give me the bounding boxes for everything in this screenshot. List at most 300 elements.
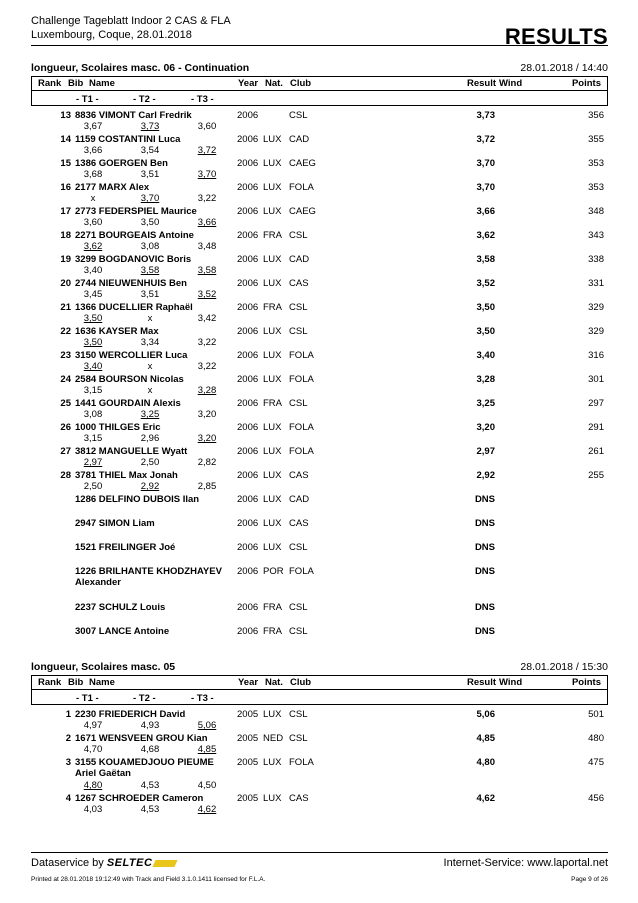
row-trial-3: 3,20 (197, 409, 217, 420)
row-result: 3,70 (476, 182, 495, 193)
row-club: CSL (289, 398, 308, 409)
row-trial-2: 2,50 (140, 457, 160, 468)
row-athlete (75, 446, 233, 457)
logo-stripe-icon (153, 860, 178, 867)
row-athlete (75, 134, 233, 145)
row-trial-3: 5,06 (197, 720, 217, 731)
seltec-logo: SELTEC (106, 857, 153, 869)
row-club: FOLA (289, 422, 314, 433)
row-trial-2: 3,25 (140, 409, 160, 420)
row-nationality: LUX (263, 757, 282, 768)
row-athlete (75, 110, 233, 121)
row-result: 3,72 (476, 134, 495, 145)
row-rank: 17 (60, 206, 71, 217)
results-section (31, 62, 608, 650)
row-name: WERCOLLIER Luca (98, 350, 188, 361)
row-club: CAS (289, 470, 309, 481)
row-name: BOGDANOVIC Boris (98, 254, 192, 265)
row-trial-3: 4,50 (197, 780, 217, 791)
row-trial-2: 3,54 (140, 145, 160, 156)
row-name: FRIEDERICH David (98, 709, 186, 720)
row-athlete (75, 542, 233, 553)
col-trial-1: - T1 - (76, 94, 99, 105)
row-nationality: LUX (263, 134, 282, 145)
row-rank: 14 (60, 134, 71, 145)
table-row (31, 518, 608, 542)
row-trial-1: 3,40 (83, 265, 103, 276)
row-result: 3,50 (476, 326, 495, 337)
row-year: 2006 (237, 182, 259, 193)
row-year: 2006 (237, 206, 259, 217)
row-rank: 22 (60, 326, 71, 337)
table-row (31, 302, 608, 326)
row-trial-2: 3,70 (140, 193, 160, 204)
table-row (31, 350, 608, 374)
col-name: Name (89, 78, 115, 89)
table-row (31, 230, 608, 254)
col-trial-2: - T2 - (133, 94, 156, 105)
table-row (31, 494, 608, 518)
row-year: 2006 (237, 278, 259, 289)
row-name: THILGES Eric (98, 422, 161, 433)
row-club: CSL (289, 542, 308, 553)
row-trial-3: 3,72 (197, 145, 217, 156)
row-club: FOLA (289, 566, 314, 577)
row-name: VIMONT Carl Fredrik (98, 110, 192, 121)
row-athlete (75, 326, 233, 337)
row-athlete (75, 350, 233, 361)
row-athlete (75, 793, 233, 804)
table-row (31, 206, 608, 230)
row-nationality: LUX (263, 518, 282, 529)
row-year: 2006 (237, 446, 259, 457)
row-club: CAS (289, 518, 309, 529)
row-trial-3: 3,22 (197, 337, 217, 348)
row-trial-1: 3,40 (83, 361, 103, 372)
table-row (31, 709, 608, 733)
row-trial-1: 4,03 (83, 804, 103, 815)
row-result: 3,73 (476, 110, 495, 121)
results-heading: RESULTS (504, 24, 608, 49)
row-trial-2: x (147, 361, 153, 372)
row-bib: 2584 (75, 374, 97, 385)
row-trial-2: 4,53 (140, 804, 160, 815)
row-nationality: LUX (263, 182, 282, 193)
row-bib: 1636 (75, 326, 97, 337)
row-result: 3,25 (476, 398, 495, 409)
row-club: CSL (289, 733, 308, 744)
row-rank: 15 (60, 158, 71, 169)
row-points: 353 (588, 182, 604, 193)
row-bib: 1441 (75, 398, 97, 409)
table-row (31, 374, 608, 398)
col-trial-3: - T3 - (191, 693, 214, 704)
row-year: 2006 (237, 542, 259, 553)
col-result: Result (467, 677, 497, 688)
row-year: 2006 (237, 230, 259, 241)
row-points: 261 (588, 446, 604, 457)
row-trial-2: 3,58 (140, 265, 160, 276)
row-trial-3: 3,42 (197, 313, 217, 324)
row-rank: 20 (60, 278, 71, 289)
row-name: BRILHANTE KHODZHAYEV Alexander (75, 566, 222, 588)
row-club: CAD (289, 254, 310, 265)
row-year: 2006 (237, 350, 259, 361)
row-trial-1: 3,68 (83, 169, 103, 180)
row-bib: 2230 (75, 709, 97, 720)
meeting-name: Challenge Tageblatt Indoor 2 CAS & FLA (31, 15, 231, 27)
row-year: 2005 (237, 709, 259, 720)
table-row (31, 470, 608, 494)
row-name: BOURGEAIS Antoine (98, 230, 194, 241)
row-points: 356 (588, 110, 604, 121)
row-result: 3,50 (476, 302, 495, 313)
row-trial-3: 3,60 (197, 121, 217, 132)
row-trial-3: 3,48 (197, 241, 217, 252)
row-athlete (75, 470, 233, 481)
row-name: KAYSER Max (98, 326, 159, 337)
row-bib: 3007 (75, 626, 97, 637)
row-nationality: FRA (263, 626, 282, 637)
row-club: CSL (289, 326, 308, 337)
col-bib: Bib (68, 78, 84, 89)
row-nationality: LUX (263, 422, 282, 433)
row-trial-1: x (90, 193, 96, 204)
row-bib: 1000 (75, 422, 97, 433)
row-trial-1: 3,60 (83, 217, 103, 228)
row-club: CAEG (289, 158, 316, 169)
row-result: DNS (474, 494, 495, 505)
col-result: Result (467, 78, 497, 89)
row-year: 2005 (237, 757, 259, 768)
row-trial-3: 3,22 (197, 193, 217, 204)
row-points: 329 (588, 302, 604, 313)
table-row (31, 182, 608, 206)
row-result: 3,58 (476, 254, 495, 265)
row-bib: 1366 (75, 302, 97, 313)
row-rank: 16 (60, 182, 71, 193)
row-trial-1: 3,45 (83, 289, 103, 300)
row-result: 3,66 (476, 206, 495, 217)
row-athlete (75, 254, 233, 265)
col-club: Club (290, 677, 312, 688)
row-name: MARX Alex (98, 182, 150, 193)
row-nationality: LUX (263, 446, 282, 457)
row-points: 291 (588, 422, 604, 433)
row-club: CAD (289, 134, 310, 145)
row-athlete (75, 230, 233, 241)
row-year: 2005 (237, 793, 259, 804)
row-nationality: LUX (263, 278, 282, 289)
footer-dataservice (31, 857, 176, 869)
col-name: Name (89, 677, 115, 688)
row-name: SIMON Liam (98, 518, 155, 529)
row-year: 2006 (237, 470, 259, 481)
row-athlete (75, 602, 233, 613)
row-year: 2006 (237, 518, 259, 529)
row-year: 2006 (237, 374, 259, 385)
row-athlete (75, 182, 233, 193)
row-bib: 3299 (75, 254, 97, 265)
row-result: 3,28 (476, 374, 495, 385)
row-rank: 18 (60, 230, 71, 241)
row-club: FOLA (289, 446, 314, 457)
row-athlete (75, 518, 233, 529)
row-trial-3: 3,52 (197, 289, 217, 300)
row-athlete (75, 494, 233, 505)
row-result: DNS (474, 542, 495, 553)
row-year: 2006 (237, 158, 259, 169)
row-bib: 1286 (75, 494, 97, 505)
row-nationality: LUX (263, 350, 282, 361)
section-title-bar (31, 661, 608, 675)
row-year: 2006 (237, 422, 259, 433)
table-row (31, 254, 608, 278)
row-nationality: LUX (263, 158, 282, 169)
row-points: 480 (588, 733, 604, 744)
row-club: CSL (289, 709, 308, 720)
row-athlete (75, 302, 233, 313)
row-points: 255 (588, 470, 604, 481)
col-trial-3: - T3 - (191, 94, 214, 105)
row-rank: 28 (60, 470, 71, 481)
row-trial-1: 3,66 (83, 145, 103, 156)
row-rank: 26 (60, 422, 71, 433)
row-name: DUCELLIER Raphaël (98, 302, 193, 313)
row-result: 4,85 (476, 733, 495, 744)
column-header (31, 675, 608, 705)
row-points: 501 (588, 709, 604, 720)
table-row (31, 326, 608, 350)
row-nationality: LUX (263, 254, 282, 265)
table-row (31, 733, 608, 757)
footer-divider (31, 852, 608, 853)
row-athlete (75, 374, 233, 385)
row-trial-2: x (147, 385, 153, 396)
row-nationality: LUX (263, 470, 282, 481)
section-title-bar (31, 62, 608, 76)
row-name: BOURSON Nicolas (98, 374, 184, 385)
row-nationality: LUX (263, 206, 282, 217)
row-rank: 4 (65, 793, 71, 804)
row-trial-3: 3,66 (197, 217, 217, 228)
row-name: SCHULZ Louis (98, 602, 166, 613)
row-rank: 21 (60, 302, 71, 313)
row-trial-3: 3,70 (197, 169, 217, 180)
row-athlete (75, 422, 233, 433)
row-result: 3,70 (476, 158, 495, 169)
row-year: 2006 (237, 302, 259, 313)
row-points: 343 (588, 230, 604, 241)
table-row (31, 134, 608, 158)
row-athlete (75, 158, 233, 169)
row-points: 301 (588, 374, 604, 385)
row-athlete (75, 206, 233, 217)
row-nationality: LUX (263, 374, 282, 385)
row-year: 2006 (237, 398, 259, 409)
row-trial-2: 3,50 (140, 217, 160, 228)
row-name: GOURDAIN Alexis (98, 398, 181, 409)
row-club: CSL (289, 110, 308, 121)
row-nationality: FRA (263, 230, 282, 241)
col-year: Year (238, 677, 259, 688)
row-nationality: LUX (263, 494, 282, 505)
table-row (31, 110, 608, 134)
row-year: 2006 (237, 326, 259, 337)
col-trial-1: - T1 - (76, 693, 99, 704)
row-trial-3: 4,62 (197, 804, 217, 815)
row-club: CAEG (289, 206, 316, 217)
row-trial-3: 2,85 (197, 481, 217, 492)
row-trial-2: 2,96 (140, 433, 160, 444)
row-bib: 2773 (75, 206, 97, 217)
row-name: FEDERSPIEL Maurice (98, 206, 197, 217)
section-datetime: 28.01.2018 / 15:30 (520, 661, 608, 673)
row-points: 456 (588, 793, 604, 804)
row-name: THIEL Max Jonah (98, 470, 178, 481)
row-trial-2: 4,93 (140, 720, 160, 731)
col-nat: Nat. (265, 78, 283, 89)
table-row (31, 158, 608, 182)
results-table (31, 106, 608, 650)
results-table (31, 705, 608, 817)
row-trial-2: 3,34 (140, 337, 160, 348)
row-result: 4,62 (476, 793, 495, 804)
row-nationality: NED (263, 733, 284, 744)
row-trial-1: 4,70 (83, 744, 103, 755)
col-bib: Bib (68, 677, 84, 688)
document-header (31, 14, 231, 42)
row-trial-1: 3,67 (83, 121, 103, 132)
col-nat: Nat. (265, 677, 283, 688)
row-result: 3,40 (476, 350, 495, 361)
row-athlete (75, 566, 233, 588)
row-nationality: LUX (263, 709, 282, 720)
row-trial-1: 3,62 (83, 241, 103, 252)
table-row (31, 446, 608, 470)
row-rank: 1 (65, 709, 71, 720)
row-trial-3: 3,28 (197, 385, 217, 396)
row-club: FOLA (289, 757, 314, 768)
row-rank: 13 (60, 110, 71, 121)
row-nationality: FRA (263, 398, 282, 409)
footer-internet[interactable]: Internet-Service: www.laportal.net (443, 857, 608, 869)
row-result: 2,92 (476, 470, 495, 481)
row-points: 348 (588, 206, 604, 217)
row-trial-1: 3,15 (83, 385, 103, 396)
row-result: 3,52 (476, 278, 495, 289)
table-row (31, 542, 608, 566)
table-row (31, 793, 608, 817)
row-club: CSL (289, 626, 308, 637)
row-bib: 1159 (75, 134, 96, 145)
row-bib: 3812 (75, 446, 97, 457)
row-name: COSTANTINI Luca (98, 134, 181, 145)
results-section (31, 661, 608, 817)
row-year: 2006 (237, 626, 259, 637)
row-trial-1: 2,97 (83, 457, 103, 468)
row-club: CAD (289, 494, 310, 505)
row-athlete (75, 709, 233, 720)
table-row (31, 566, 608, 602)
row-trial-2: 4,68 (140, 744, 160, 755)
row-rank: 2 (65, 733, 71, 744)
row-trial-1: 3,50 (83, 313, 103, 324)
col-trial-2: - T2 - (133, 693, 156, 704)
row-trial-1: 3,08 (83, 409, 103, 420)
row-year: 2006 (237, 134, 259, 145)
row-rank: 23 (60, 350, 71, 361)
row-result: 3,62 (476, 230, 495, 241)
row-bib: 1226 (75, 566, 97, 577)
row-points: 475 (588, 757, 604, 768)
col-points: Points (571, 78, 601, 89)
row-result: DNS (474, 626, 495, 637)
row-trial-2: 3,08 (140, 241, 160, 252)
row-bib: 2237 (75, 602, 97, 613)
row-trial-2: 3,73 (140, 121, 160, 132)
row-club: FOLA (289, 374, 314, 385)
row-bib: 3150 (75, 350, 97, 361)
row-nationality: FRA (263, 602, 282, 613)
row-name: DELFINO DUBOIS Ilan (98, 494, 200, 505)
row-trial-3: 3,22 (197, 361, 217, 372)
dataservice-label: Dataservice by (31, 857, 104, 869)
table-row (31, 278, 608, 302)
col-wind: Wind (499, 78, 523, 89)
row-year: 2006 (237, 602, 259, 613)
table-row (31, 626, 608, 650)
row-rank: 24 (60, 374, 71, 385)
col-club: Club (290, 78, 312, 89)
row-year: 2006 (237, 254, 259, 265)
row-bib: 1521 (75, 542, 97, 553)
col-points: Points (571, 677, 601, 688)
row-trial-2: 3,51 (140, 289, 160, 300)
table-row (31, 422, 608, 446)
row-name: LANCE Antoine (98, 626, 170, 637)
row-bib: 3155 (75, 757, 97, 768)
row-trial-3: 3,58 (197, 265, 217, 276)
row-athlete (75, 733, 233, 744)
row-bib: 2947 (75, 518, 97, 529)
row-trial-1: 4,97 (83, 720, 103, 731)
column-header (31, 76, 608, 106)
row-club: CSL (289, 302, 308, 313)
row-club: CAS (289, 278, 309, 289)
footer-printed: Printed at 28.01.2018 19:12:49 with Track and Field 3.1.0.1411 licensed for F.L.A. (31, 876, 266, 883)
row-bib: 2744 (75, 278, 97, 289)
row-nationality: LUX (263, 326, 282, 337)
row-points: 355 (588, 134, 604, 145)
row-name: GOERGEN Ben (98, 158, 168, 169)
row-trial-2: 3,51 (140, 169, 160, 180)
section-title: longueur, Scolaires masc. 05 (31, 661, 176, 673)
row-bib: 1267 (75, 793, 97, 804)
table-row (31, 398, 608, 422)
row-rank: 25 (60, 398, 71, 409)
row-points: 353 (588, 158, 604, 169)
table-row (31, 757, 608, 793)
row-trial-3: 3,20 (197, 433, 217, 444)
row-points: 297 (588, 398, 604, 409)
col-rank: Rank (38, 78, 62, 89)
row-trial-3: 2,82 (197, 457, 217, 468)
row-trial-2: 2,92 (140, 481, 160, 492)
row-result: 3,20 (476, 422, 495, 433)
row-year: 2005 (237, 733, 259, 744)
row-rank: 3 (65, 757, 71, 768)
